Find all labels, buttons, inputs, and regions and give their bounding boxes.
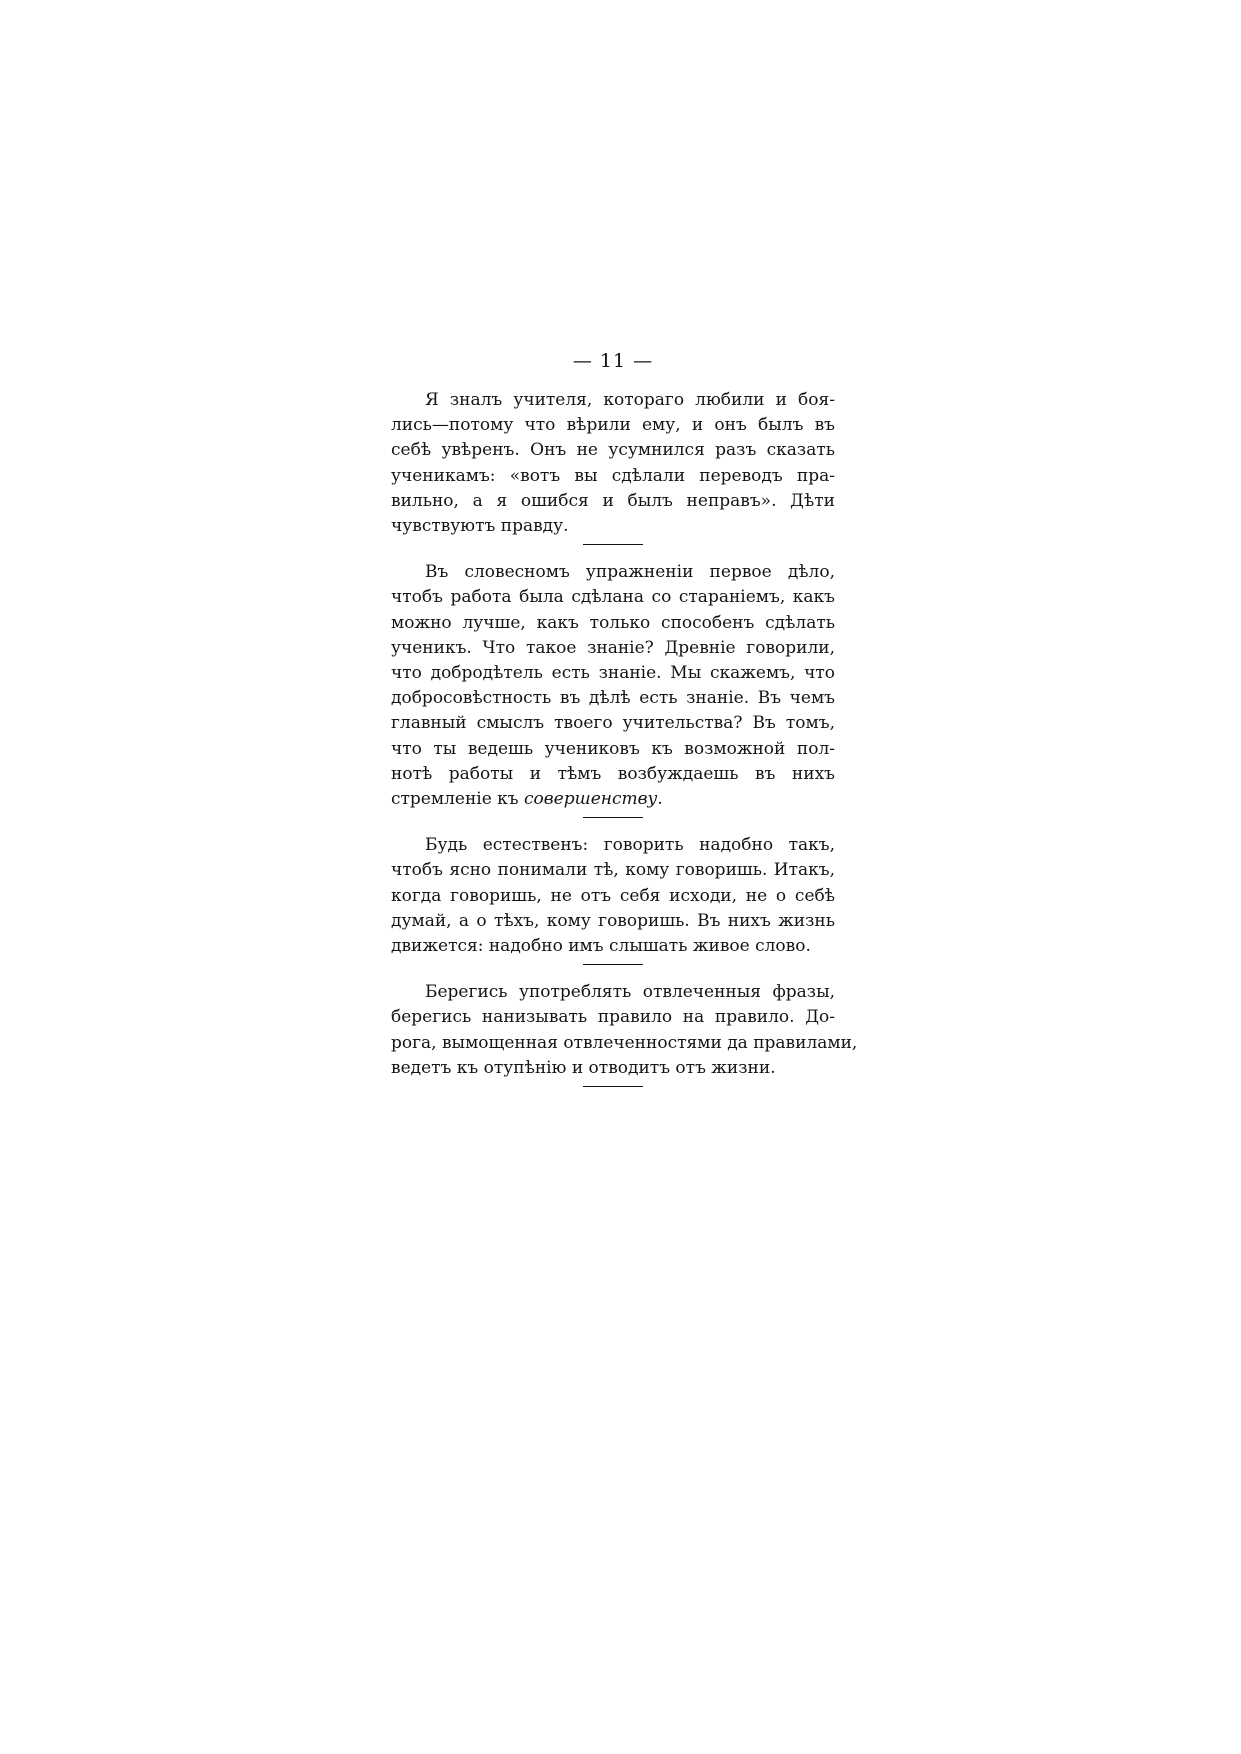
paragraph-line: берегись нанизывать правило на правило. До- xyxy=(391,1007,835,1028)
paragraph-line: Въ словесномъ упражненіи первое дѣло, xyxy=(425,562,835,583)
paragraph-line: ученикъ. Что такое знаніе? Древніе говорили, xyxy=(391,637,835,658)
paragraph-line: Я зналъ учителя, котораго любили и боя- xyxy=(425,390,835,410)
paragraph-line: добросовѣстность въ дѣлѣ есть знаніе. Въ чемъ xyxy=(391,688,835,709)
section-divider xyxy=(583,1086,643,1087)
paragraph-line: чтобъ работа была сдѣлана со стараніемъ, какъ xyxy=(391,587,835,608)
paragraph-line-prefix: стремленіе къ xyxy=(391,789,519,810)
paragraph-line: вильно, а я ошибся и былъ неправъ». Дѣти xyxy=(391,490,835,511)
paragraph-line: чувствуютъ правду. xyxy=(391,516,569,537)
paragraph-3 xyxy=(391,833,835,959)
paragraph-line: думай, а о тѣхъ, кому говоришь. Въ нихъ жизнь xyxy=(391,910,835,931)
paragraph-4 xyxy=(391,980,858,1081)
paragraph-line: чтобъ ясно понимали тѣ, кому говоришь. Итакъ, xyxy=(391,860,835,881)
paragraph-line: Будь естественъ: говорить надобно такъ, xyxy=(425,835,835,856)
paragraph-line xyxy=(391,787,835,812)
paragraph-line: можно лучше, какъ только способенъ сдѣлать xyxy=(391,612,835,633)
paragraph-line: когда говоришь, не отъ себя исходи, не о себѣ xyxy=(391,885,835,906)
emphasis-text: совершенству xyxy=(524,789,658,810)
paragraph-1 xyxy=(391,388,835,539)
paragraph-line: что ты ведешь учениковъ къ возможной пол- xyxy=(391,738,835,759)
text-block xyxy=(391,388,858,1102)
paragraph-line: ученикамъ: «вотъ вы сдѣлали переводъ пра- xyxy=(391,465,835,486)
paragraph-line-suffix: . xyxy=(657,789,663,810)
paragraph-line: нотѣ работы и тѣмъ возбуждаешь въ нихъ xyxy=(391,763,835,784)
paragraph-line: что добродѣтель есть знаніе. Мы скажемъ, что xyxy=(391,663,835,684)
paragraph-line: лись—потому что вѣрили ему, и онъ былъ въ xyxy=(391,415,835,436)
paragraph-2 xyxy=(391,560,835,812)
section-divider xyxy=(583,817,643,818)
paragraph-line: рога, вымощенная отвлеченностями да правилами, xyxy=(391,1032,858,1053)
paragraph-line: Берегись употреблять отвлеченныя фразы, xyxy=(425,982,835,1003)
paragraph-line: движется: надобно имъ слышать живое слово. xyxy=(391,936,811,957)
page-number: — 11 — xyxy=(572,350,654,372)
section-divider xyxy=(583,544,643,545)
paragraph-line: ведетъ къ отупѣнію и отводитъ отъ жизни. xyxy=(391,1057,776,1078)
paragraph-line: главный смыслъ твоего учительства? Въ томъ, xyxy=(391,713,835,734)
section-divider xyxy=(583,964,643,965)
paragraph-line: себѣ увѣренъ. Онъ не усумнился разъ сказать xyxy=(391,440,835,461)
